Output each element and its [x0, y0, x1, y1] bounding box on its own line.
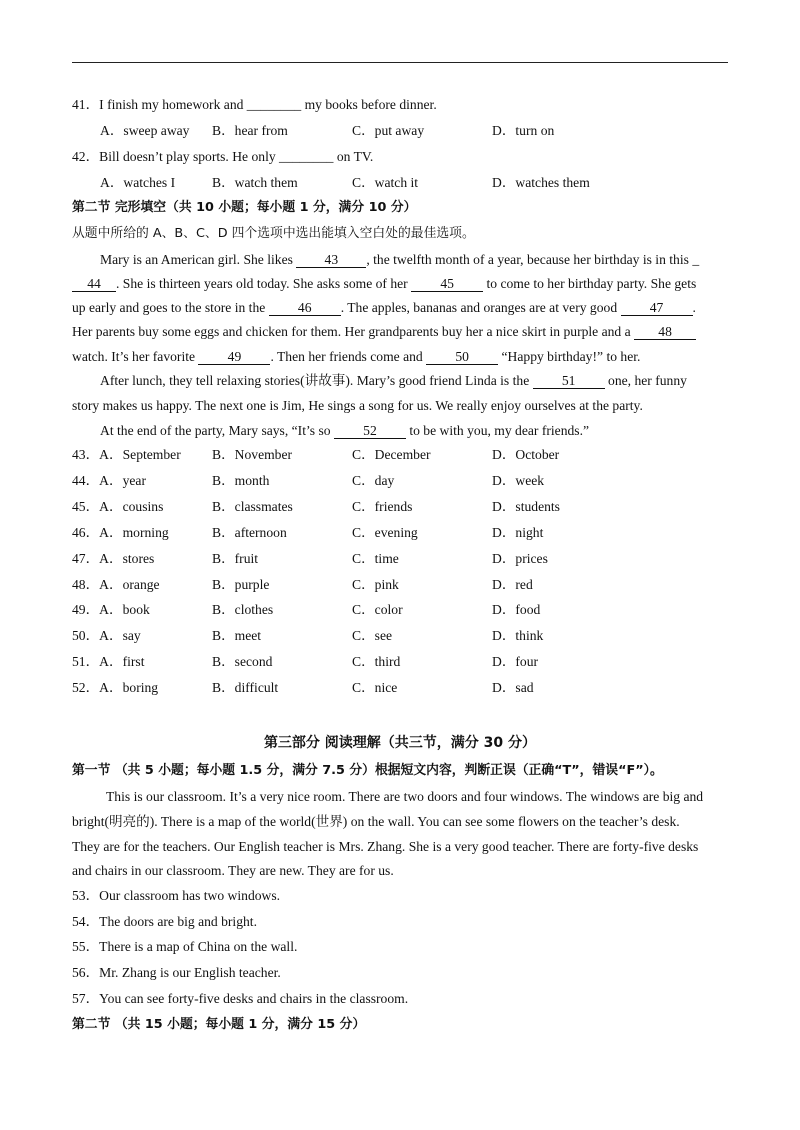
q42-option-c: C．watch it: [352, 175, 419, 190]
blank-49: 49: [198, 350, 270, 365]
cloze-line-4: Her parents buy some eggs and chicken for them. Her grandparents buy her a nice skirt in purple and a 48: [72, 324, 728, 340]
option-row-50-c: C．see: [352, 628, 393, 643]
blank-51: 51: [533, 374, 605, 389]
option-row-43-c: C．December: [352, 447, 431, 462]
reading-paragraph-line-1: This is our classroom. It’s a very nice room. There are two doors and four windows. The windows are big and: [106, 789, 704, 804]
option-row-45-a: 45．A．cousins: [72, 499, 164, 514]
q41-option-d: D．turn on: [492, 123, 555, 138]
option-row-52-d: D．sad: [492, 680, 534, 695]
option-row-45-b: B．classmates: [212, 499, 293, 514]
blank-46: 46: [269, 301, 341, 316]
question-41: 41．I finish my homework and ________ my books before dinner.: [72, 97, 437, 112]
section2-heading: 第二节 完形填空（共 10 小题；每小题 1 分，满分 10 分）: [72, 200, 417, 215]
option-row-48-b: B．purple: [212, 577, 270, 592]
cloze-line-6: After lunch, they tell relaxing stories(讲故事). Mary’s good friend Linda is the 51 one, her funny: [100, 373, 687, 388]
cloze-line-5: watch. It’s her favorite 49 . Then her friends come and 50 “Happy birthday!” to her.: [72, 349, 641, 364]
part3-section1-heading: 第一节 （共 5 小题；每小题 1.5 分，满分 7.5 分）根据短文内容，判断正误（正确“T”，错误“F”）。: [72, 763, 663, 778]
question-57: 57．You can see forty-five desks and chairs in the classroom.: [72, 991, 409, 1006]
cloze-line-2: 44 . She is thirteen years old today. She asks some of her 45 to come to her birthday party. She gets: [72, 276, 728, 292]
blank-48: 48: [634, 325, 696, 340]
option-row-44-b: B．month: [212, 473, 270, 488]
option-row-51-b: B．second: [212, 654, 273, 669]
q41-option-c: C．put away: [352, 123, 425, 138]
reading-paragraph-line-3: They are for the teachers. Our English teacher is Mrs. Zhang. She is a very good teacher. There are forty-five desks: [72, 839, 699, 854]
question-42: 42．Bill doesn’t play sports. He only ________ on TV.: [72, 149, 374, 164]
reading-paragraph-line-2: bright(明亮的). There is a map of the world(世界) on the wall. You can see some flowers on the teacher’s desk.: [72, 814, 680, 829]
cloze-line-3: up early and goes to the store in the 46 . The apples, bananas and oranges are at very good 47 .: [72, 300, 696, 315]
q42-option-a: A．watches I: [100, 175, 176, 190]
option-row-47-d: D．prices: [492, 551, 548, 566]
option-row-51-c: C．third: [352, 654, 401, 669]
q42-option-d: D．watches them: [492, 175, 590, 190]
option-row-48-d: D．red: [492, 577, 533, 592]
option-row-51-d: D．four: [492, 654, 539, 669]
part3-section2-heading: 第二节 （共 15 小题；每小题 1 分，满分 15 分）: [72, 1017, 366, 1032]
option-row-43-d: D．October: [492, 447, 560, 462]
option-row-45-d: D．students: [492, 499, 560, 514]
option-row-49-c: C．color: [352, 602, 403, 617]
reading-paragraph-line-4: and chairs in our classroom. They are new. They are for us.: [72, 863, 394, 878]
option-row-49-b: B．clothes: [212, 602, 274, 617]
cloze-line-7: story makes us happy. The next one is Jim, He sings a song for us. We really enjoy ourselves at the party.: [72, 398, 643, 413]
option-row-52-b: B．difficult: [212, 680, 279, 695]
option-row-47-b: B．fruit: [212, 551, 259, 566]
option-row-50-a: 50．A．say: [72, 628, 141, 643]
blank-52: 52: [334, 424, 406, 439]
header-rule: [72, 62, 728, 63]
cloze-line-8: At the end of the party, Mary says, “It’s so 52 to be with you, my dear friends.”: [100, 423, 590, 438]
option-row-46-d: D．night: [492, 525, 544, 540]
option-row-46-a: 46．A．morning: [72, 525, 169, 540]
option-row-47-a: 47．A．stores: [72, 551, 155, 566]
option-row-44-a: 44．A．year: [72, 473, 146, 488]
option-row-48-a: 48．A．orange: [72, 577, 160, 592]
option-row-44-d: D．week: [492, 473, 545, 488]
option-row-49-d: D．food: [492, 602, 541, 617]
question-54: 54．The doors are big and bright.: [72, 914, 257, 929]
option-row-51-a: 51．A．first: [72, 654, 145, 669]
blank-50: 50: [426, 350, 498, 365]
option-row-44-c: C．day: [352, 473, 395, 488]
option-row-47-c: C．time: [352, 551, 399, 566]
option-row-52-a: 52．A．boring: [72, 680, 159, 695]
cloze-line-1: Mary is an American girl. She likes 43 , the twelfth month of a year, because her birthday is in this _: [100, 252, 700, 267]
option-row-49-a: 49．A．book: [72, 602, 150, 617]
part3-title: 第三部分 阅读理解（共三节，满分 30 分）: [263, 735, 537, 751]
section2-instruction: 从题中所给的 A、B、C、D 四个选项中选出能填入空白处的最佳选项。: [72, 226, 475, 241]
blank-44: 44: [72, 277, 116, 292]
q41-option-b: B．hear from: [212, 123, 288, 138]
option-row-48-c: C．pink: [352, 577, 399, 592]
option-row-43-a: 43．A．September: [72, 447, 181, 462]
option-row-52-c: C．nice: [352, 680, 398, 695]
question-56: 56．Mr. Zhang is our English teacher.: [72, 965, 281, 980]
option-row-46-b: B．afternoon: [212, 525, 287, 540]
q41-option-a: A．sweep away: [100, 123, 190, 138]
blank-45: 45: [411, 277, 483, 292]
blank-43: 43: [296, 253, 366, 268]
option-row-45-c: C．friends: [352, 499, 413, 514]
option-row-50-d: D．think: [492, 628, 544, 643]
blank-47: 47: [621, 301, 693, 316]
q42-option-b: B．watch them: [212, 175, 298, 190]
option-row-43-b: B．November: [212, 447, 293, 462]
question-53: 53．Our classroom has two windows.: [72, 888, 281, 903]
option-row-50-b: B．meet: [212, 628, 262, 643]
option-row-46-c: C．evening: [352, 525, 418, 540]
question-55: 55．There is a map of China on the wall.: [72, 939, 298, 954]
